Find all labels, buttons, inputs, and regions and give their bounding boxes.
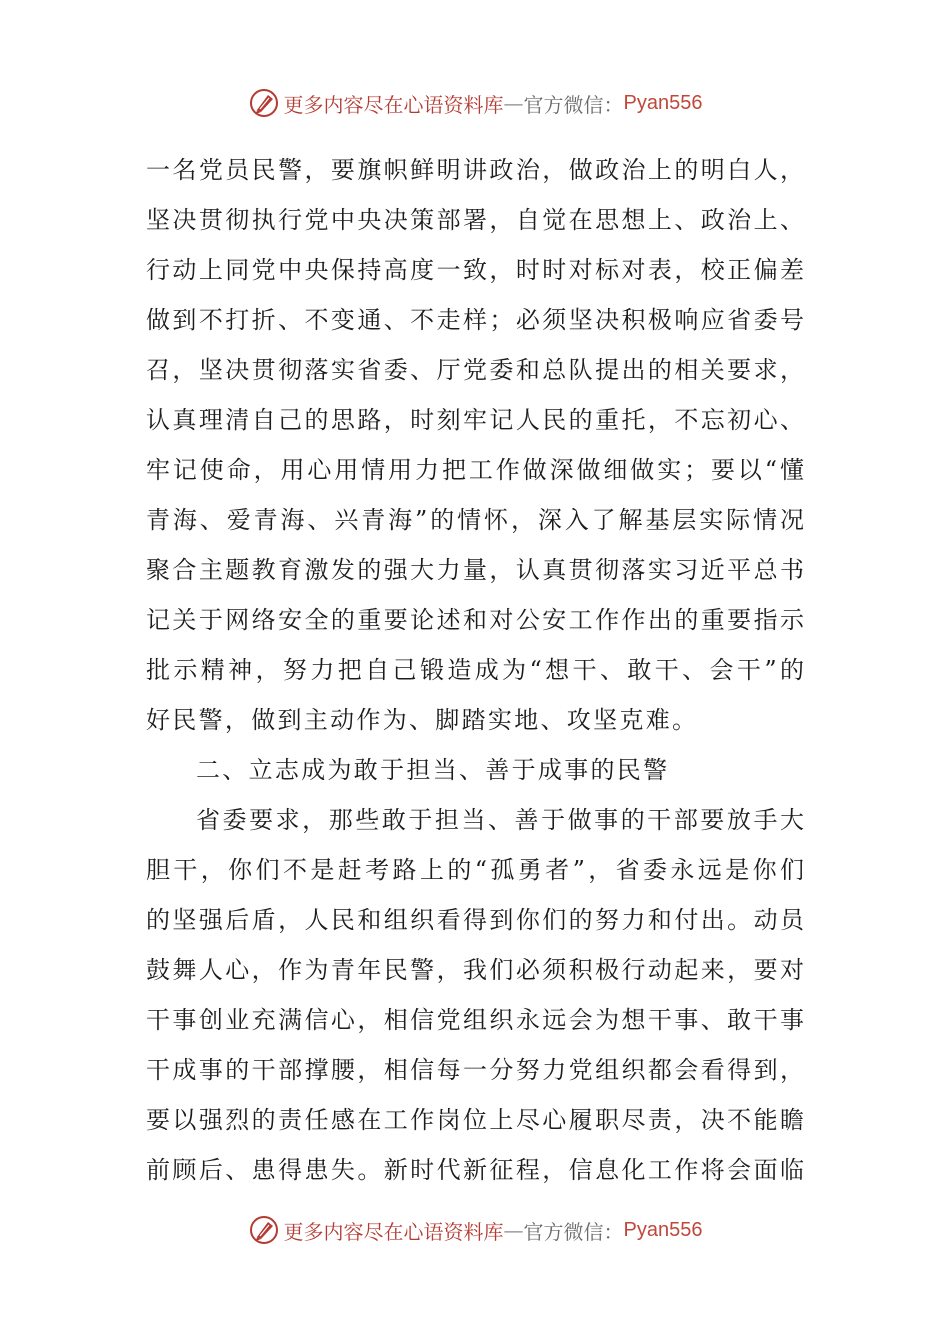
text-line: 认真理清自己的思路，时刻牢记人民的重托，不忘初心、 xyxy=(146,406,804,434)
text-line: 坚决贯彻执行党中央决策部署，自觉在思想上、政治上、 xyxy=(146,206,804,234)
banner-wechat-label: 官方微信： xyxy=(523,92,624,117)
text-line: 青海、爱青海、兴青海”的情怀，深入了解基层实际情况 xyxy=(146,506,804,534)
banner-dash: — xyxy=(503,1218,524,1242)
text-line: 做到不打折、不变通、不走样；必须坚决积极响应省委号 xyxy=(146,306,804,334)
text-line: 一名党员民警，要旗帜鲜明讲政治，做政治上的明白人， xyxy=(146,156,804,184)
text-line: 的坚强后盾，人民和组织看得到你们的努力和付出。动员 xyxy=(146,906,804,934)
banner-text: 更多内容尽在心语资料库 xyxy=(283,1219,504,1244)
header-banner xyxy=(0,83,950,123)
section-heading: 二、立志成为敢于担当、善于成事的民警 xyxy=(196,756,670,784)
banner-text: 更多内容尽在心语资料库 xyxy=(283,92,504,117)
text-line: 聚合主题教育激发的强大力量，认真贯彻落实习近平总书 xyxy=(146,556,804,584)
text-line: 牢记使命，用心用情用力把工作做深做细做实；要以“懂 xyxy=(146,456,804,484)
text-line: 批示精神，努力把自己锻造成为“想干、敢干、会干”的 xyxy=(146,656,804,684)
banner-wechat-id: Pyan556 xyxy=(623,1218,703,1241)
banner-wechat-id: Pyan556 xyxy=(623,91,703,114)
text-line: 要以强烈的责任感在工作岗位上尽心履职尽责，决不能瞻 xyxy=(146,1106,804,1134)
banner-wechat-label: 官方微信： xyxy=(523,1219,624,1244)
text-line: 记关于网络安全的重要论述和对公安工作作出的重要指示 xyxy=(146,606,804,634)
text-line: 好民警，做到主动作为、脚踏实地、攻坚克难。 xyxy=(146,706,699,734)
pen-nib-logo-icon xyxy=(248,87,280,119)
text-line: 省委要求，那些敢于担当、善于做事的干部要放手大 xyxy=(196,806,804,834)
text-line: 胆干，你们不是赶考路上的“孤勇者”，省委永远是你们 xyxy=(146,856,804,884)
pen-nib-logo-icon xyxy=(248,1214,280,1246)
text-line: 行动上同党中央保持高度一致，时时对标对表，校正偏差 xyxy=(146,256,804,284)
banner-dash: — xyxy=(503,91,524,115)
footer-banner xyxy=(0,1210,950,1250)
text-line: 干事创业充满信心，相信党组织永远会为想干事、敢干事 xyxy=(146,1006,804,1034)
text-line: 干成事的干部撑腰，相信每一分努力党组织都会看得到， xyxy=(146,1056,804,1084)
text-line: 召，坚决贯彻落实省委、厅党委和总队提出的相关要求， xyxy=(146,356,804,384)
text-line: 前顾后、患得患失。新时代新征程，信息化工作将会面临 xyxy=(146,1156,804,1184)
text-line: 鼓舞人心，作为青年民警，我们必须积极行动起来，要对 xyxy=(146,956,804,984)
